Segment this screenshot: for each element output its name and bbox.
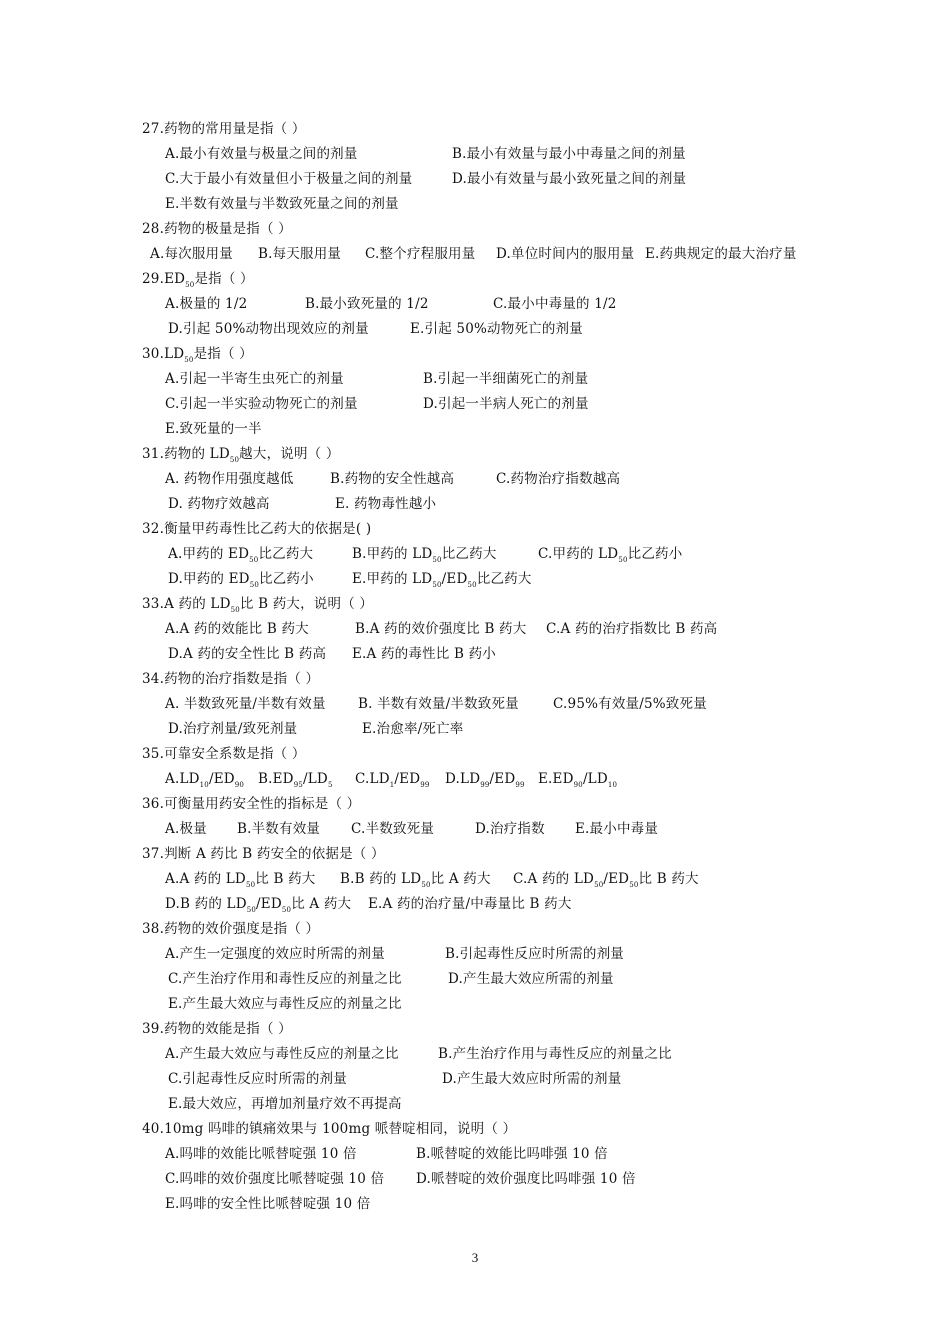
option-a: A.A 药的效能比 B 药大 [165,621,309,637]
option-d: D.最小有效量与最小致死量之间的剂量 [452,171,687,187]
option-c: C.引起一半实验动物死亡的剂量 [165,396,358,412]
question-34-options-row-2 [0,718,950,740]
option-d: D. 药物疗效越高 [168,496,270,512]
option-d: D.产生最大效应所需的剂量 [448,971,614,987]
option-a: A.每次服用量 [150,246,233,262]
option-b: B.最小致死量的 1/2 [305,296,429,312]
option-c: C.整个疗程服用量 [365,246,476,262]
question-35-options-row [0,768,950,790]
option-d: D.单位时间内的服用量 [496,246,635,262]
option-e: E.半数有效量与半数致死量之间的剂量 [165,196,399,212]
option-d: D.产生最大效应时所需的剂量 [442,1071,622,1087]
option-b: B.药物的安全性越高 [330,471,455,487]
option-a: A. 药物作用强度越低 [165,471,294,487]
option-b: B.最小有效量与最小中毒量之间的剂量 [452,146,686,162]
question-38-options-row-2 [0,968,950,990]
question-28-options-row [0,243,950,265]
option-c: $C.LD_1/ED_{99}$ [355,771,430,789]
option-e: E.A 药的治疗量/中毒量比 B 药大 [368,896,572,912]
option-e: E.引起 50%动物死亡的剂量 [410,321,583,337]
question-40-stem: 40.10mg 吗啡的镇痛效果与 100mg 哌替啶相同，说明（ ） [142,1121,517,1137]
question-31-options-row-2 [0,493,950,515]
question-39-stem: 39.药物的效能是指（ ） [142,1021,292,1037]
option-e: E.致死量的一半 [165,421,262,437]
question-39-options-row-2 [0,1068,950,1090]
question-38-options-row-1 [0,943,950,965]
option-d: D.引起 50%动物出现效应的剂量 [168,321,369,337]
option-b: B.B 药的 $LD_{50}$比 A 药大 [340,871,491,889]
question-36-stem: 36.可衡量用药安全性的指标是（ ） [142,796,361,812]
option-e: E.A 药的毒性比 B 药小 [352,646,496,662]
option-d: $D.LD_{99}/ED_{99}$ [445,771,525,789]
question-28-stem: 28.药物的极量是指（ ） [142,221,292,237]
option-b: B.哌替啶的效能比吗啡强 10 倍 [416,1146,608,1162]
question-31-stem: 31.药物的 $LD_{50}$越大，说明（ ） [142,446,340,464]
option-e: E.治愈率/死亡率 [362,721,464,737]
option-a: A.产生最大效应与毒性反应的剂量之比 [165,1046,399,1062]
option-d: D.A 药的安全性比 B 药高 [168,646,327,662]
option-a: $A.LD_{10}/ED_{90}$ [165,771,245,789]
question-34-stem: 34.药物的治疗指数是指（ ） [142,671,320,687]
option-d: D.甲药的 $ED_{50}$比乙药小 [168,571,314,589]
question-30-stem: $30.LD_{50}$是指（ ） [142,346,253,364]
question-32-options-row-2 [0,568,950,590]
question-38-stem: 38.药物的效价强度是指（ ） [142,921,320,937]
option-c: C.甲药的 $LD_{50}$比乙药小 [538,546,683,564]
option-e: E.吗啡的安全性比哌替啶强 10 倍 [165,1196,371,1212]
option-d: D.B 药的 $LD_{50}/ED_{50}$比 A 药大 [165,896,352,914]
question-39-options-row-1 [0,1043,950,1065]
option-b: B.产生治疗作用与毒性反应的剂量之比 [438,1046,672,1062]
question-40-options-row-1 [0,1143,950,1165]
question-32-options-row-1 [0,543,950,565]
option-e: E.甲药的 $LD_{50}/ED_{50}$比乙药大 [352,571,532,589]
option-c: C.吗啡的效价强度比哌替啶强 10 倍 [165,1171,385,1187]
option-a: A.极量 [165,821,207,837]
option-a: A.极量的 1/2 [165,296,248,312]
option-b: B.引起毒性反应时所需的剂量 [445,946,625,962]
option-a: A.产生一定强度的效应时所需的剂量 [165,946,385,962]
option-b: B.引起一半细菌死亡的剂量 [423,371,589,387]
option-d: D.引起一半病人死亡的剂量 [423,396,589,412]
question-27-options-row-2 [0,168,950,190]
option-c: C.产生治疗作用和毒性反应的剂量之比 [168,971,402,987]
option-c: C.药物治疗指数越高 [496,471,621,487]
option-a: A.甲药的 $ED_{50}$比乙药大 [168,546,314,564]
question-29-options-row-1 [0,293,950,315]
question-27-stem: 27.药物的常用量是指（ ） [142,121,306,137]
question-33-stem: 33.A 药的 $LD_{50}$比 B 药大，说明（ ） [142,596,374,614]
option-b: $B.ED_{95}/LD_5$ [258,771,333,789]
question-29-stem: $29.ED_{50}$是指（ ） [142,271,254,289]
option-e: E.最小中毒量 [575,821,659,837]
option-c: C.A 药的 $LD_{50}/ED_{50}$比 B 药大 [513,871,699,889]
question-33-options-row-1 [0,618,950,640]
page-number: 3 [471,1250,479,1265]
question-37-options-row-2 [0,893,950,915]
question-40-options-row-2 [0,1168,950,1190]
option-c: C.A 药的治疗指数比 B 药高 [546,621,718,637]
option-b: B. 半数有效量/半数致死量 [358,696,519,712]
question-36-options-row [0,818,950,840]
option-e: E.药典规定的最大治疗量 [645,246,797,262]
question-32-stem: 32.衡量甲药毒性比乙药大的依据是( ) [142,521,372,537]
option-b: B.甲药的 $LD_{50}$比乙药大 [352,546,497,564]
option-c: C.最小中毒量的 1/2 [493,296,617,312]
option-d: D.哌替啶的效价强度比吗啡强 10 倍 [416,1171,636,1187]
question-37-options-row-1 [0,868,950,890]
option-e: $E.ED_{90}/LD_{10}$ [538,771,618,789]
option-a: A. 半数致死量/半数有效量 [165,696,326,712]
question-30-options-row-2 [0,393,950,415]
option-b: B.A 药的效价强度比 B 药大 [355,621,527,637]
option-b: B.每天服用量 [258,246,342,262]
option-a: A.最小有效量与极量之间的剂量 [165,146,358,162]
option-c: C.半数致死量 [351,821,435,837]
option-a: A.A 药的 $LD_{50}$比 B 药大 [165,871,316,889]
option-b: B.半数有效量 [237,821,321,837]
question-34-options-row-1 [0,693,950,715]
question-37-stem: 37.判断 A 药比 B 药安全的依据是（ ） [142,846,385,862]
option-e: E. 药物毒性越小 [335,496,437,512]
question-35-stem: 35.可靠安全系数是指（ ） [142,746,306,762]
question-33-options-row-2 [0,643,950,665]
option-a: A.吗啡的效能比哌替啶强 10 倍 [165,1146,357,1162]
question-27-options-row-1 [0,143,950,165]
option-c: C.大于最小有效量但小于极量之间的剂量 [165,171,413,187]
option-c: C.引起毒性反应时所需的剂量 [168,1071,347,1087]
option-d: D.治疗指数 [475,821,545,837]
question-30-options-row-1 [0,368,950,390]
option-c: C.95%有效量/5%致死量 [553,696,707,712]
question-31-options-row-1 [0,468,950,490]
option-d: D.治疗剂量/致死剂量 [168,721,298,737]
option-e: E.最大效应，再增加剂量疗效不再提高 [168,1096,402,1112]
option-a: A.引起一半寄生虫死亡的剂量 [165,371,344,387]
question-29-options-row-2 [0,318,950,340]
option-e: E.产生最大效应与毒性反应的剂量之比 [168,996,402,1012]
